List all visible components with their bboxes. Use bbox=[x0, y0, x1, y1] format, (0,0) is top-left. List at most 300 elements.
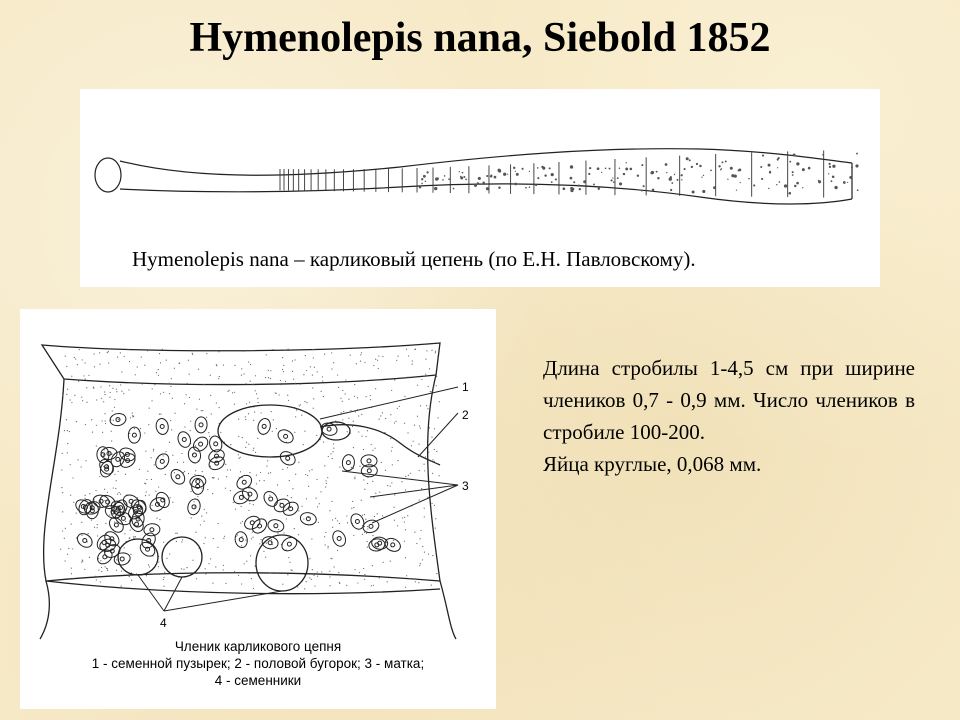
stipple-dot bbox=[365, 380, 366, 381]
stipple-dot bbox=[377, 513, 378, 514]
stipple-dot bbox=[359, 466, 360, 467]
stipple-dot bbox=[385, 418, 386, 419]
stipple-dot bbox=[158, 369, 159, 370]
segment-speckle bbox=[731, 174, 734, 177]
segment-speckle bbox=[626, 162, 627, 163]
uterus-egg bbox=[113, 552, 131, 567]
stipple-dot bbox=[367, 541, 368, 542]
stipple-dot bbox=[241, 374, 242, 375]
stipple-dot bbox=[253, 420, 254, 421]
segment-speckle bbox=[465, 179, 467, 181]
stipple-dot bbox=[282, 369, 283, 370]
stipple-dot bbox=[114, 522, 115, 523]
stipple-dot bbox=[238, 436, 239, 437]
stipple-dot bbox=[169, 442, 170, 443]
stipple-dot bbox=[241, 545, 242, 546]
segment-speckle bbox=[834, 186, 837, 189]
stipple-dot bbox=[96, 445, 97, 446]
stipple-dot bbox=[249, 402, 250, 403]
stipple-dot bbox=[364, 532, 365, 533]
stipple-dot bbox=[73, 502, 74, 503]
stipple-dot bbox=[325, 544, 326, 545]
stipple-dot bbox=[121, 586, 122, 587]
segment-speckle bbox=[736, 189, 737, 190]
stipple-dot bbox=[159, 353, 160, 354]
uterus-egg-core bbox=[346, 461, 350, 465]
stipple-dot bbox=[364, 574, 365, 575]
stipple-dot bbox=[291, 569, 292, 570]
stipple-dot bbox=[82, 561, 83, 562]
stipple-dot bbox=[353, 421, 354, 422]
uterus-egg bbox=[186, 497, 202, 516]
stipple-dot bbox=[137, 366, 138, 367]
stipple-dot bbox=[350, 410, 351, 411]
stipple-dot bbox=[431, 391, 432, 392]
stipple-dot bbox=[354, 396, 355, 397]
stipple-dot bbox=[354, 476, 355, 477]
stipple-dot bbox=[391, 390, 392, 391]
stipple-dot bbox=[225, 488, 226, 489]
stipple-dot bbox=[160, 362, 161, 363]
stipple-dot bbox=[118, 419, 119, 420]
stipple-dot bbox=[130, 554, 131, 555]
stipple-dot bbox=[131, 580, 132, 581]
stipple-dot bbox=[245, 383, 246, 384]
stipple-dot bbox=[361, 352, 362, 353]
uterus-egg-core bbox=[83, 538, 87, 542]
stipple-dot bbox=[116, 559, 117, 560]
stipple-dot bbox=[177, 462, 178, 463]
stipple-dot bbox=[410, 473, 411, 474]
stipple-dot bbox=[146, 575, 147, 576]
proglottid-caption bbox=[20, 638, 496, 689]
stipple-dot bbox=[223, 565, 224, 566]
uterus-egg-core bbox=[269, 497, 273, 501]
stipple-dot bbox=[435, 527, 436, 528]
segment-speckle bbox=[656, 171, 658, 173]
stipple-dot bbox=[238, 575, 239, 576]
stipple-dot bbox=[117, 494, 118, 495]
stipple-dot bbox=[419, 565, 420, 566]
stipple-dot bbox=[129, 361, 130, 362]
segment-speckle bbox=[777, 167, 778, 168]
segment-speckle bbox=[537, 177, 539, 179]
stipple-dot bbox=[358, 431, 359, 432]
stipple-dot bbox=[104, 489, 105, 490]
uterus-egg-core bbox=[199, 442, 203, 446]
stipple-dot bbox=[94, 366, 95, 367]
segment-speckle bbox=[831, 180, 833, 182]
stipple-dot bbox=[170, 420, 171, 421]
stipple-dot bbox=[169, 383, 170, 384]
stipple-dot bbox=[243, 351, 244, 352]
stipple-dot bbox=[201, 488, 202, 489]
stipple-dot bbox=[324, 354, 325, 355]
segment-speckle bbox=[641, 164, 643, 166]
description-paragraph-1: Длина стробилы 1-4,5 см при ширине члеников 0,7 - 0,9 мм. Число члеников в стробиле 100-200. bbox=[543, 356, 915, 444]
stipple-dot bbox=[288, 349, 289, 350]
segment-speckle bbox=[593, 183, 595, 185]
stipple-dot bbox=[263, 551, 264, 552]
stipple-dot bbox=[306, 498, 307, 499]
uterus-egg bbox=[281, 499, 301, 518]
segment-speckle bbox=[721, 168, 722, 169]
stipple-dot bbox=[104, 413, 105, 414]
stipple-dot bbox=[220, 432, 221, 433]
stipple-dot bbox=[101, 571, 102, 572]
stipple-dot bbox=[215, 566, 216, 567]
stipple-dot bbox=[246, 561, 247, 562]
stipple-dot bbox=[306, 402, 307, 403]
segment-speckle bbox=[674, 174, 675, 175]
stipple-dot bbox=[333, 447, 334, 448]
stipple-dot bbox=[150, 457, 151, 458]
stipple-dot bbox=[342, 390, 343, 391]
segment-speckle bbox=[702, 190, 705, 193]
stipple-dot bbox=[312, 569, 313, 570]
stipple-dot bbox=[184, 403, 185, 404]
stipple-dot bbox=[372, 481, 373, 482]
stipple-dot bbox=[282, 469, 283, 470]
stipple-dot bbox=[211, 413, 212, 414]
stipple-dot bbox=[241, 368, 242, 369]
uterus-egg-core bbox=[239, 538, 243, 542]
stipple-dot bbox=[141, 356, 142, 357]
stipple-dot bbox=[431, 350, 432, 351]
stipple-dot bbox=[309, 470, 310, 471]
uterus-egg bbox=[232, 489, 251, 506]
stipple-dot bbox=[252, 531, 253, 532]
stipple-dot bbox=[116, 391, 117, 392]
stipple-dot bbox=[381, 462, 382, 463]
stipple-dot bbox=[199, 399, 200, 400]
stipple-dot bbox=[204, 521, 205, 522]
stipple-dot bbox=[361, 414, 362, 415]
segment-speckle bbox=[789, 192, 792, 195]
stipple-dot bbox=[339, 523, 340, 524]
stipple-dot bbox=[112, 388, 113, 389]
stipple-dot bbox=[425, 359, 426, 360]
uterus-egg-core bbox=[284, 434, 288, 438]
segment-speckle bbox=[796, 162, 799, 165]
stipple-dot bbox=[339, 466, 340, 467]
stipple-dot bbox=[340, 398, 341, 399]
segment-speckle bbox=[684, 168, 686, 170]
stipple-dot bbox=[227, 469, 228, 470]
stipple-dot bbox=[184, 426, 185, 427]
stipple-dot bbox=[363, 381, 364, 382]
stipple-dot bbox=[218, 478, 219, 479]
stipple-dot bbox=[100, 364, 101, 365]
stipple-dot bbox=[312, 349, 313, 350]
stipple-dot bbox=[332, 527, 333, 528]
stipple-dot bbox=[108, 362, 109, 363]
stipple-dot bbox=[415, 581, 416, 582]
segment-speckle bbox=[808, 167, 811, 170]
stipple-dot bbox=[327, 477, 328, 478]
stipple-dot bbox=[257, 438, 258, 439]
stipple-dot bbox=[393, 507, 394, 508]
stipple-dot bbox=[308, 486, 309, 487]
segment-top-band bbox=[42, 343, 440, 385]
segment-speckle bbox=[478, 178, 480, 180]
stipple-dot bbox=[311, 579, 312, 580]
stipple-dot bbox=[432, 473, 433, 474]
stipple-dot bbox=[375, 388, 376, 389]
stipple-dot bbox=[210, 375, 211, 376]
stipple-dot bbox=[304, 431, 305, 432]
segment-speckle bbox=[699, 165, 701, 167]
stipple-dot bbox=[352, 426, 353, 427]
stipple-dot bbox=[342, 401, 343, 402]
segment-speckle bbox=[792, 171, 794, 173]
stipple-dot bbox=[430, 391, 431, 392]
stipple-dot bbox=[109, 385, 110, 386]
stipple-dot bbox=[188, 360, 189, 361]
stipple-dot bbox=[70, 495, 71, 496]
proglottid-figure bbox=[20, 309, 496, 709]
stipple-dot bbox=[105, 423, 106, 424]
segment-speckle bbox=[847, 182, 848, 183]
stipple-dot bbox=[412, 364, 413, 365]
segment-speckle bbox=[514, 183, 517, 186]
uterus-egg bbox=[250, 516, 270, 536]
stipple-dot bbox=[425, 374, 426, 375]
uterus-egg bbox=[176, 430, 193, 449]
stipple-dot bbox=[314, 585, 315, 586]
uterus-egg bbox=[299, 511, 317, 526]
stipple-dot bbox=[283, 365, 284, 366]
segment-speckle bbox=[421, 183, 423, 185]
stipple-dot bbox=[363, 449, 364, 450]
stipple-dot bbox=[148, 564, 149, 565]
stipple-dot bbox=[285, 381, 286, 382]
segment-speckle bbox=[761, 178, 763, 180]
stipple-dot bbox=[216, 365, 217, 366]
stipple-dot bbox=[99, 352, 100, 353]
stipple-dot bbox=[313, 408, 314, 409]
stipple-dot bbox=[127, 349, 128, 350]
stipple-dot bbox=[362, 515, 363, 516]
stipple-dot bbox=[401, 481, 402, 482]
stipple-dot bbox=[277, 484, 278, 485]
segment-speckle bbox=[578, 185, 580, 187]
stipple-dot bbox=[66, 366, 67, 367]
stipple-dot bbox=[81, 466, 82, 467]
stipple-dot bbox=[114, 407, 115, 408]
segment-speckle bbox=[623, 173, 624, 174]
stipple-dot bbox=[397, 460, 398, 461]
stipple-dot bbox=[387, 581, 388, 582]
stipple-dot bbox=[373, 585, 374, 586]
stipple-dot bbox=[405, 557, 406, 558]
stipple-dot bbox=[267, 460, 268, 461]
stipple-dot bbox=[379, 577, 380, 578]
stipple-dot bbox=[163, 542, 164, 543]
stipple-dot bbox=[347, 522, 348, 523]
segment-speckle bbox=[689, 159, 691, 161]
stipple-dot bbox=[216, 364, 217, 365]
description-paragraph-2: Яйца круглые, 0,068 мм. bbox=[543, 452, 762, 476]
stipple-dot bbox=[76, 421, 77, 422]
stipple-dot bbox=[333, 362, 334, 363]
stipple-dot bbox=[192, 560, 193, 561]
stipple-dot bbox=[250, 364, 251, 365]
uterus-egg-core bbox=[391, 543, 395, 547]
stipple-dot bbox=[170, 497, 171, 498]
segment-speckle bbox=[710, 170, 712, 172]
stipple-dot bbox=[309, 577, 310, 578]
stipple-dot bbox=[354, 384, 355, 385]
stipple-dot bbox=[306, 370, 307, 371]
stipple-dot bbox=[331, 501, 332, 502]
stipple-dot bbox=[240, 471, 241, 472]
stipple-dot bbox=[298, 510, 299, 511]
stipple-dot bbox=[163, 586, 164, 587]
stipple-dot bbox=[100, 386, 101, 387]
stipple-dot bbox=[338, 572, 339, 573]
uterus-egg bbox=[330, 529, 347, 548]
stipple-dot bbox=[280, 380, 281, 381]
segment-speckle bbox=[718, 165, 720, 167]
stipple-dot bbox=[268, 377, 269, 378]
stipple-dot bbox=[382, 412, 383, 413]
stipple-dot bbox=[291, 497, 292, 498]
stipple-dot bbox=[434, 449, 435, 450]
stipple-dot bbox=[436, 376, 437, 377]
uterus-egg bbox=[383, 536, 403, 554]
segment-speckle bbox=[692, 191, 695, 194]
stipple-dot bbox=[315, 498, 316, 499]
stipple-dot bbox=[266, 465, 267, 466]
stipple-dot bbox=[337, 374, 338, 375]
stipple-dot bbox=[81, 535, 82, 536]
stipple-dot bbox=[397, 525, 398, 526]
segment-speckle bbox=[828, 163, 830, 165]
stipple-dot bbox=[248, 413, 249, 414]
stipple-dot bbox=[316, 479, 317, 480]
stipple-dot bbox=[151, 479, 152, 480]
stipple-dot bbox=[432, 459, 433, 460]
stipple-dot bbox=[75, 358, 76, 359]
stipple-dot bbox=[244, 563, 245, 564]
stipple-dot bbox=[348, 399, 349, 400]
stipple-dot bbox=[190, 491, 191, 492]
stipple-dot bbox=[219, 376, 220, 377]
stipple-dot bbox=[342, 419, 343, 420]
stipple-dot bbox=[265, 557, 266, 558]
stipple-dot bbox=[111, 431, 112, 432]
stipple-dot bbox=[147, 471, 148, 472]
stipple-dot bbox=[82, 559, 83, 560]
stipple-dot bbox=[62, 530, 63, 531]
stipple-dot bbox=[181, 568, 182, 569]
stipple-dot bbox=[367, 526, 368, 527]
stipple-dot bbox=[318, 522, 319, 523]
stipple-dot bbox=[212, 477, 213, 478]
stipple-dot bbox=[255, 390, 256, 391]
stipple-dot bbox=[283, 532, 284, 533]
stipple-dot bbox=[158, 375, 159, 376]
stipple-dot bbox=[424, 516, 425, 517]
segment-speckle bbox=[849, 176, 852, 179]
stipple-dot bbox=[277, 573, 278, 574]
uterus-egg-core bbox=[327, 427, 331, 431]
stipple-dot bbox=[89, 493, 90, 494]
stipple-dot bbox=[328, 546, 329, 547]
stipple-dot bbox=[433, 386, 434, 387]
tapeworm-caption: Hymenolepis nana – карликовый цепень (по Е.Н. Павловскому). bbox=[132, 247, 696, 271]
stipple-dot bbox=[256, 474, 257, 475]
description-text bbox=[543, 352, 915, 480]
stipple-dot bbox=[206, 512, 207, 513]
stipple-dot bbox=[216, 402, 217, 403]
stipple-dot bbox=[195, 532, 196, 533]
stipple-dot bbox=[324, 465, 325, 466]
stipple-dot bbox=[74, 395, 75, 396]
stipple-dot bbox=[431, 584, 432, 585]
stipple-dot bbox=[102, 432, 103, 433]
segment-speckle bbox=[641, 190, 643, 192]
segment-speckle bbox=[498, 170, 501, 173]
stipple-dot bbox=[101, 398, 102, 399]
stipple-dot bbox=[190, 421, 191, 422]
stipple-dot bbox=[326, 483, 327, 484]
stipple-dot bbox=[355, 411, 356, 412]
stipple-dot bbox=[86, 402, 87, 403]
stipple-dot bbox=[134, 428, 135, 429]
uterus-egg bbox=[261, 489, 280, 509]
stipple-dot bbox=[145, 451, 146, 452]
segment-speckle bbox=[793, 153, 796, 156]
stipple-dot bbox=[378, 368, 379, 369]
stipple-dot bbox=[223, 538, 224, 539]
uterus-egg-core bbox=[182, 438, 186, 442]
stipple-dot bbox=[256, 483, 257, 484]
stipple-dot bbox=[325, 532, 326, 533]
stipple-dot bbox=[116, 480, 117, 481]
stipple-dot bbox=[288, 557, 289, 558]
stipple-dot bbox=[251, 538, 252, 539]
uterus-egg bbox=[75, 531, 95, 550]
stipple-dot bbox=[270, 378, 271, 379]
stipple-dot bbox=[298, 462, 299, 463]
stipple-dot bbox=[145, 495, 146, 496]
stipple-dot bbox=[205, 537, 206, 538]
uterus-egg bbox=[153, 451, 171, 471]
uterus-egg bbox=[279, 535, 299, 554]
stipple-dot bbox=[295, 383, 296, 384]
stipple-dot bbox=[279, 394, 280, 395]
stipple-dot bbox=[420, 405, 421, 406]
stipple-dot bbox=[133, 536, 134, 537]
stipple-dot bbox=[385, 470, 386, 471]
stipple-dot bbox=[374, 448, 375, 449]
stipple-dot bbox=[337, 550, 338, 551]
stipple-dot bbox=[338, 387, 339, 388]
uterus-egg bbox=[155, 418, 169, 436]
segment-speckle bbox=[730, 167, 733, 170]
stipple-dot bbox=[392, 447, 393, 448]
stipple-dot bbox=[70, 464, 71, 465]
stipple-dot bbox=[206, 417, 207, 418]
stipple-dot bbox=[332, 451, 333, 452]
stipple-dot bbox=[253, 448, 254, 449]
stipple-dot bbox=[223, 365, 224, 366]
stipple-dot bbox=[311, 469, 312, 470]
stipple-dot bbox=[437, 356, 438, 357]
stipple-dot bbox=[218, 351, 219, 352]
